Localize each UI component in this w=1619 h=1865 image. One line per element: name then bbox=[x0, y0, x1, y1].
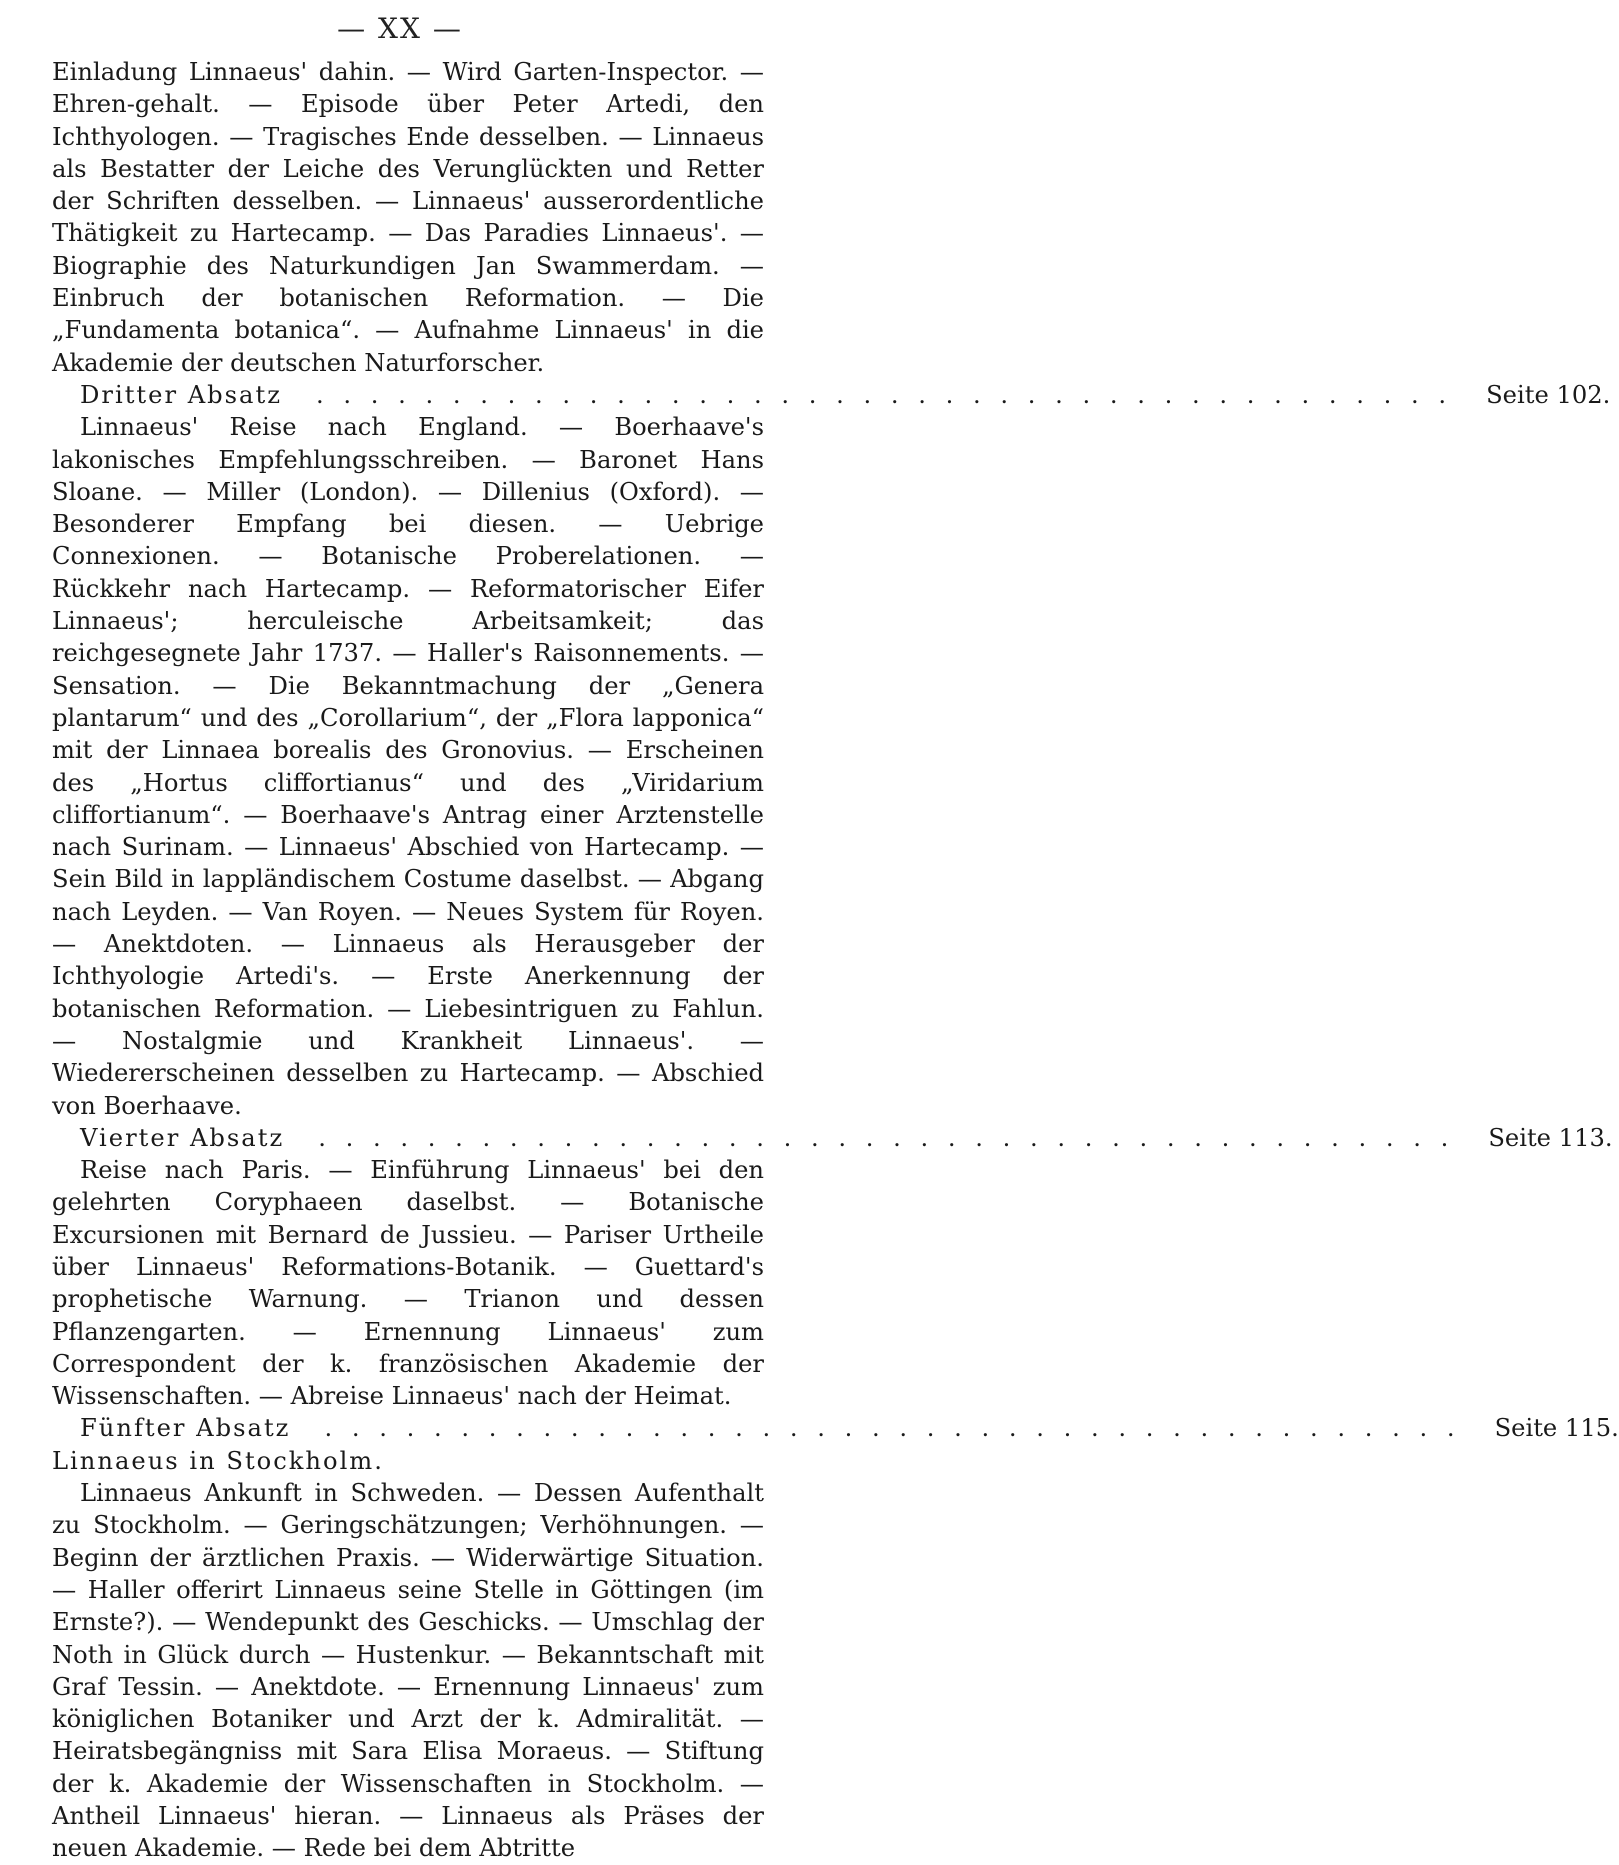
section-page-fourth: Seite 113. bbox=[1488, 1123, 1613, 1152]
dot-leader: . . . . . . . . . . . . . . . . . . . . . . . . . . . . . . . . . . . . . . . . . . bbox=[324, 1414, 1461, 1443]
section-title-fifth: Fünfter Absatz bbox=[80, 1414, 291, 1443]
dot-leader: . . . . . . . . . . . . . . . . . . . . . . . . . . . . . . . . . . . . . . . . . . bbox=[318, 1123, 1455, 1152]
paragraph-summary-3: Reise nach Paris. — Einführung Linnaeus' bei den gelehrten Coryphaeen daselbst. — Botanische Excursionen mit Bernard de Jussieu. — Pariser Urtheile über Linnaeus' Reformations-Botanik. — Guettard's prophetische Warnung. — Trianon und dessen Pflanzengarten. — Ernennung Linnaeus' zum Correspondent der k. französischen Akademie der Wissenschaften. — Abreise Linnaeus' nach der Heimat. bbox=[52, 1156, 764, 1411]
section-page-third: Seite 102. bbox=[1486, 380, 1611, 409]
paragraph-summary-1: Einladung Linnaeus' dahin. — Wird Garten-Inspector. — Ehren-gehalt. — Episode über Peter Artedi, den Ichthyologen. — Tragisches Ende desselben. — Linnaeus als Bestatter der Leiche des Verunglückten und Retter der Schriften desselben. — Linnaeus' ausserordentliche Thätigkeit zu Hartecamp. — Das Paradies Linnaeus'. — Biographie des Naturkundigen Jan Swammerdam. — Einbruch der botanischen Reformation. — Die „Fundamenta botanica“. — Aufnahme Linnaeus' in die Akademie der deutschen Naturforscher. bbox=[52, 58, 764, 377]
table-of-contents-text bbox=[52, 56, 1619, 1865]
section-heading-fourth bbox=[52, 1122, 1613, 1154]
section-heading-third bbox=[52, 379, 1611, 411]
section-title-fourth: Vierter Absatz bbox=[80, 1123, 285, 1152]
section-heading-fifth bbox=[52, 1412, 1619, 1444]
paragraph-summary-2: Linnaeus' Reise nach England. — Boerhaave's lakonisches Empfehlungsschreiben. — Baronet Hans Sloane. — Miller (London). — Dillenius (Oxford). — Besonderer Empfang bei diesen. — Uebrige Connexionen. — Botanische Proberelationen. — Rückkehr nach Hartecamp. — Reformatorischer Eifer Linnaeus'; herculeische Arbeitsamkeit; das reichgesegnete Jahr 1737. — Haller's Raisonnements. — Sensation. — Die Bekanntmachung der „Genera plantarum“ und des „Corollarium“, der „Flora lapponica“ mit der Linnaea borealis des Gronovius. — Erscheinen des „Hortus cliffortianus“ und des „Viridarium cliffortianum“. — Boerhaave's Antrag einer Arztenstelle nach Surinam. — Linnaeus' Abschied von Hartecamp. — Sein Bild in lappländischem Costume daselbst. — Abgang nach Leyden. — Van Royen. — Neues System für Royen. — Anektdoten. — Linnaeus als Herausgeber der Ichthyologie Artedi's. — Erste Anerkennung der botanischen Reformation. — Liebesintriguen zu Fahlun. — Nostalgmie und Krankheit Linnaeus'. — Wiedererscheinen desselben zu Hartecamp. — Abschied von Boerhaave. bbox=[52, 413, 764, 1120]
dot-leader: . . . . . . . . . . . . . . . . . . . . . . . . . . . . . . . . . . . . . . . . . . bbox=[315, 380, 1453, 409]
section-title-third: Dritter Absatz bbox=[80, 380, 282, 409]
page-number-header: — XX — bbox=[337, 12, 463, 45]
section-subtitle-fifth: Linnaeus in Stockholm. bbox=[52, 1446, 384, 1475]
paragraph-summary-4: Linnaeus Ankunft in Schweden. — Dessen Aufenthalt zu Stockholm. — Geringschätzungen; Verhöhnungen. — Beginn der ärztlichen Praxis. — Widerwärtige Situation. — Haller offerirt Linnaeus seine Stelle in Göttingen (im Ernste?). — Wendepunkt des Geschicks. — Umschlag der Noth in Glück durch — Hustenkur. — Bekanntschaft mit Graf Tessin. — Anektdote. — Ernennung Linnaeus' zum königlichen Botaniker und Arzt der k. Admiralität. — Heiratsbegängniss mit Sara Elisa Moraeus. — Stiftung der k. Akademie der Wissenschaften in Stockholm. — Antheil Linnaeus' hieran. — Linnaeus als Präses der neuen Akademie. — Rede bei dem Abtritte bbox=[52, 1479, 764, 1863]
section-page-fifth: Seite 115. bbox=[1494, 1414, 1619, 1443]
